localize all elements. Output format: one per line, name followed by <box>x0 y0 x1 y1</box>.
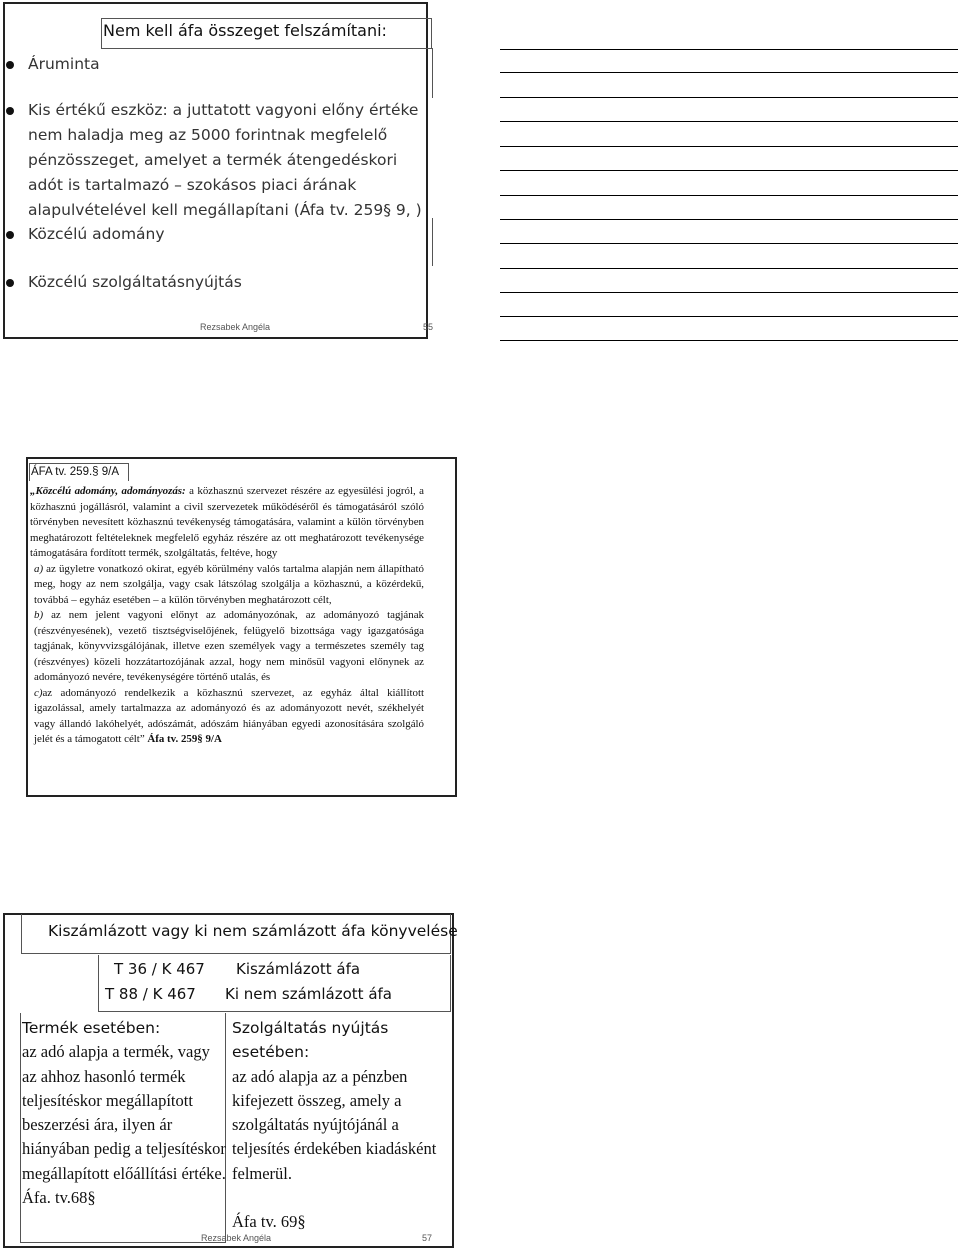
bullet-item: Közcélú szolgáltatásnyújtás <box>28 270 242 295</box>
bullet-icon <box>6 231 14 239</box>
column-heading: Szolgáltatás nyújtás esetében: <box>232 1019 389 1062</box>
bullet-item: Közcélú adomány <box>28 222 165 247</box>
account-label: Ki nem számlázott áfa <box>225 985 392 1003</box>
account-code: T 36 / K 467 <box>114 960 205 978</box>
column-body: az adó alapja az a pénzben kifejezett összeg, amely a szolgáltatás nyújtójánál a teljesítés érdekében kiadásként felmerül. <box>232 1066 437 1183</box>
bullet-item-continuation: adót is tartalmazó – szokásos piaci árának <box>28 176 357 194</box>
column-body: az adó alapja a termék, vagy az ahhoz hasonló termék teljesítéskor megállapított beszerzési ára, ilyen ár hiányában pedig a teljesítéskor megállapított előállítási értéke. <box>22 1042 226 1183</box>
divider <box>432 218 433 266</box>
note-line <box>500 219 958 220</box>
note-line <box>500 146 958 147</box>
bullet-item: Áruminta <box>28 52 100 77</box>
note-line <box>500 72 958 73</box>
divider <box>432 48 433 98</box>
definition-term: „Közcélú adomány, adományozás: <box>30 485 186 497</box>
note-line <box>500 292 958 293</box>
footer-author: Rezsabek Angéla <box>200 322 271 332</box>
product-column <box>22 1016 227 1210</box>
service-column <box>232 1016 442 1234</box>
page-number: 57 <box>422 1233 433 1243</box>
bullet-icon <box>6 107 14 115</box>
note-line <box>500 195 958 196</box>
bullet-item-continuation: pénzösszeget, amelyet a termék átengedéskori <box>28 151 398 169</box>
bullet-icon <box>6 61 14 69</box>
slide-heading: ÁFA tv. 259.§ 9/A <box>31 466 120 478</box>
slide-title: Kiszámlázott vagy ki nem számlázott áfa könyvelése <box>48 922 458 940</box>
law-reference: Áfa tv. 259§ 9/A <box>144 733 222 745</box>
note-line <box>500 49 958 50</box>
note-line <box>500 340 958 341</box>
bullet-icon <box>6 279 14 287</box>
note-line <box>500 243 958 244</box>
bullet-item-continuation: nem haladja meg az 5000 forintnak megfelelő <box>28 126 388 144</box>
note-line <box>500 121 958 122</box>
page-number: 55 <box>423 322 434 332</box>
bullet-item: Kis értékű eszköz: a juttatott vagyoni előny értéke <box>28 98 418 123</box>
note-line <box>500 268 958 269</box>
note-line <box>500 316 958 317</box>
slide-title: Nem kell áfa összeget felszámítani: <box>103 21 387 40</box>
note-line <box>500 97 958 98</box>
column-heading: Termék esetében: <box>22 1019 161 1037</box>
law-text: „Közcélú adomány, adományozás: a közhasznú szervezet részére az egyesülési jogról, a közhasznú jogállásról, valamint a civil szervezetek működéséről és támogatásáról szóló törvényben nevesített közhasznú tevékenység támogatására, valamint a külön törvényben meghatározott feltételeknek megfelelő egyház részére az ott meghatározott tevékenysége támogatására fordított termék, szolgáltatás, feltéve, hogy a) az ügyletre vonatkozó okirat, egyéb körülmény valós tartalma alapján nem állapítható meg, hogy az nem szolgálja, vagy csak látszólag szolgálja a közhasznú, a közérdekű, továbbá – egyház esetében – a külön törvényben meghatározott célt, b) az nem jelent vagyoni előnyt az adományozónak, az adományozó tagjának (részvényesének), vezető tisztségviselőjének, felügyelő bizottsága vagy igazgatósága tagjának, könyvvizsgálójának, illetve ezen személyek vagy a természetes személy tag (részvényes) közeli hozzátartozójának azzal, hogy nem minősül vagyoni előnynek az adományozó nevére, tevékenységére történő utalás, és c)az adományozó rendelkezik a közhasznú szervezet, az egyház által kiállított igazolással, amely tartalmazza az adományozó és az adományozott nevét, székhelyét vagy állandó lakóhelyét, adószámát, adószám hiányában egyedi azonosítására szolgáló jelét és a támogatott célt” Áfa tv. 259§ 9/A <box>30 485 424 745</box>
law-reference: Áfa tv. 69§ <box>232 1212 306 1232</box>
note-line <box>500 170 958 171</box>
account-code: T 88 / K 467 <box>105 985 196 1003</box>
footer-author: Rezsabek Angéla <box>201 1233 272 1243</box>
bullet-item-continuation: alapulvételével kell megállapítani (Áfa tv. 259§ 9, ) <box>28 201 422 219</box>
law-reference: Áfa. tv.68§ <box>22 1188 96 1208</box>
account-label: Kiszámlázott áfa <box>236 960 361 978</box>
